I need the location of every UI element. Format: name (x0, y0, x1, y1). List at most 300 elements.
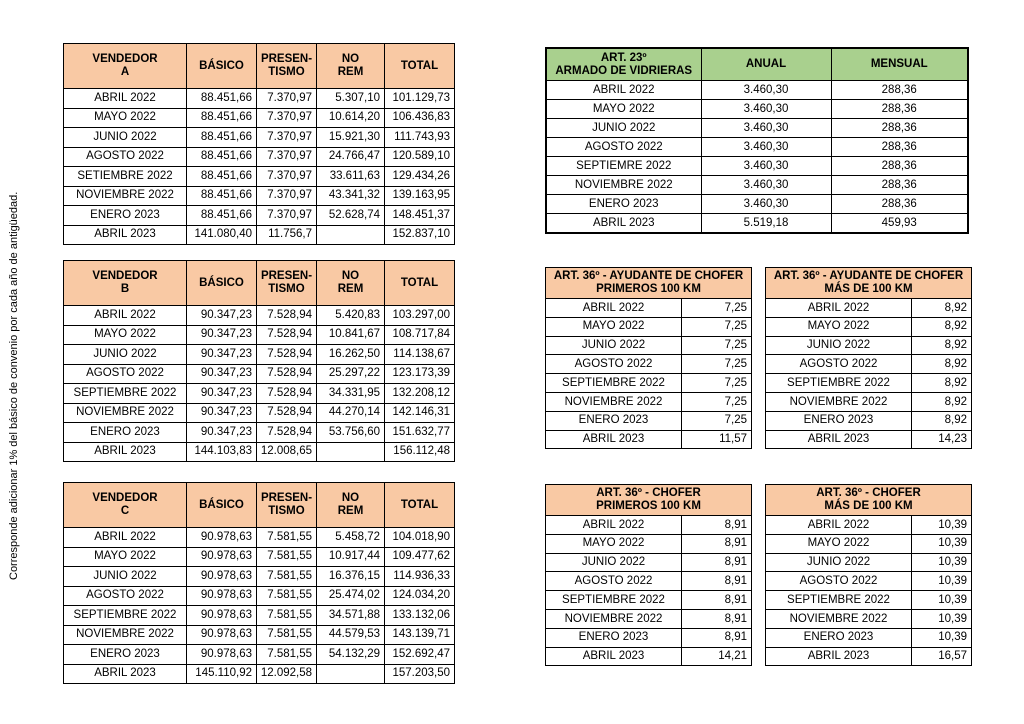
table-row (546, 572, 752, 591)
table-row (546, 119, 968, 138)
presentismo-cell: 7.370,97 (257, 128, 317, 148)
table-row (766, 392, 972, 411)
presentismo-cell: 7.581,55 (257, 645, 317, 665)
month-cell: ABRIL 2022 (766, 299, 912, 318)
table-row (546, 591, 752, 610)
month-cell: SETIEMBRE 2022 (64, 167, 187, 187)
total-cell: 157.203,50 (385, 664, 455, 684)
mensual-cell: 288,36 (831, 157, 968, 176)
table-row (766, 553, 972, 572)
value-cell: 8,92 (912, 392, 972, 411)
table-row (766, 430, 972, 449)
presentismo-cell: 7.528,94 (257, 306, 317, 326)
month-cell: ABRIL 2023 (546, 214, 701, 234)
total-cell: 152.692,47 (385, 645, 455, 665)
no-rem-cell: 44.270,14 (317, 403, 385, 423)
basico-cell: 90.978,63 (187, 625, 257, 645)
presentismo-header: PRESEN- TISMO (257, 483, 317, 528)
month-cell: NOVIEMBRE 2022 (64, 403, 187, 423)
table-row (766, 647, 972, 666)
table-row (546, 138, 968, 157)
presentismo-header: PRESEN- TISMO (257, 44, 317, 89)
value-cell: 7,25 (682, 374, 752, 393)
small-header-row (766, 485, 972, 516)
no-rem-cell: 5.307,10 (317, 89, 385, 109)
table-row (64, 206, 455, 226)
month-cell: NOVIEMBRE 2022 (766, 609, 912, 628)
no-rem-header: NO REM (317, 483, 385, 528)
table-row (546, 336, 752, 355)
table-row (766, 572, 972, 591)
mensual-cell: 288,36 (831, 176, 968, 195)
total-cell: 152.837,10 (385, 225, 455, 245)
presentismo-cell: 7.370,97 (257, 108, 317, 128)
value-cell: 8,92 (912, 299, 972, 318)
month-cell: ABRIL 2022 (546, 299, 682, 318)
no-rem-cell: 34.571,88 (317, 606, 385, 626)
no-rem-cell: 44.579,53 (317, 625, 385, 645)
presentismo-cell: 7.370,97 (257, 147, 317, 167)
table-row (64, 325, 455, 345)
art23-title-header: ART. 23º ARMADO DE VIDRIERAS (546, 48, 701, 81)
value-cell: 14,21 (682, 647, 752, 666)
value-cell: 8,91 (682, 628, 752, 647)
month-cell: JUNIO 2022 (546, 119, 701, 138)
month-cell: SEPTIEMRE 2022 (546, 157, 701, 176)
table-row (546, 609, 752, 628)
value-cell: 7,25 (682, 299, 752, 318)
month-cell: MAYO 2022 (64, 547, 187, 567)
total-cell: 104.018,90 (385, 528, 455, 548)
value-cell: 7,25 (682, 317, 752, 336)
value-cell: 10,39 (912, 534, 972, 553)
total-cell: 114.138,67 (385, 345, 455, 365)
presentismo-cell: 7.528,94 (257, 345, 317, 365)
anual-cell: 3.460,30 (701, 100, 831, 119)
basico-cell: 90.978,63 (187, 528, 257, 548)
no-rem-cell: 25.297,22 (317, 364, 385, 384)
basico-header: BÁSICO (187, 261, 257, 306)
basico-cell: 88.451,66 (187, 108, 257, 128)
month-cell: MAYO 2022 (64, 325, 187, 345)
mensual-cell: 288,36 (831, 195, 968, 214)
value-cell: 8,91 (682, 553, 752, 572)
month-cell: ABRIL 2023 (766, 430, 912, 449)
table-row (64, 586, 455, 606)
mensual-cell: 288,36 (831, 119, 968, 138)
vendor-header-row (64, 483, 455, 528)
month-cell: ABRIL 2023 (64, 225, 187, 245)
table-row (766, 534, 972, 553)
small-header-row (546, 485, 752, 516)
table-row (64, 364, 455, 384)
table-row (546, 355, 752, 374)
table-row (766, 317, 972, 336)
no-rem-cell: 34.331,95 (317, 384, 385, 404)
basico-cell: 90.978,63 (187, 645, 257, 665)
anual-cell: 3.460,30 (701, 138, 831, 157)
no-rem-cell: 54.132,29 (317, 645, 385, 665)
month-cell: ENERO 2023 (64, 206, 187, 226)
total-cell: 101.129,73 (385, 89, 455, 109)
table-row (546, 374, 752, 393)
table-row (546, 553, 752, 572)
month-cell: JUNIO 2022 (546, 553, 682, 572)
table-row (64, 528, 455, 548)
month-cell: AGOSTO 2022 (766, 572, 912, 591)
value-cell: 16,57 (912, 647, 972, 666)
month-cell: AGOSTO 2022 (64, 364, 187, 384)
month-cell: ABRIL 2023 (64, 664, 187, 684)
table-row (546, 534, 752, 553)
month-cell: AGOSTO 2022 (64, 147, 187, 167)
month-cell: JUNIO 2022 (766, 553, 912, 572)
value-cell: 8,92 (912, 317, 972, 336)
table-row (64, 306, 455, 326)
presentismo-cell: 12.092,58 (257, 664, 317, 684)
no-rem-cell: 15.921,30 (317, 128, 385, 148)
vendedor-b-table (63, 260, 455, 462)
presentismo-cell: 7.528,94 (257, 403, 317, 423)
mensual-cell: 288,36 (831, 100, 968, 119)
month-cell: AGOSTO 2022 (546, 355, 682, 374)
no-rem-cell: 24.766,47 (317, 147, 385, 167)
total-cell: 109.477,62 (385, 547, 455, 567)
table-row (766, 336, 972, 355)
anual-cell: 3.460,30 (701, 81, 831, 100)
no-rem-cell: 10.917,44 (317, 547, 385, 567)
table-row (766, 516, 972, 535)
table-row (64, 128, 455, 148)
basico-cell: 88.451,66 (187, 167, 257, 187)
presentismo-cell: 7.370,97 (257, 167, 317, 187)
small-title-header: ART. 36º - CHOFER MÁS DE 100 KM (766, 485, 972, 516)
table-row (64, 403, 455, 423)
month-cell: SEPTIEMBRE 2022 (64, 606, 187, 626)
basico-cell: 90.347,23 (187, 364, 257, 384)
table-row (64, 384, 455, 404)
mensual-cell: 459,93 (831, 214, 968, 234)
value-cell: 8,92 (912, 411, 972, 430)
table-row (546, 100, 968, 119)
month-cell: JUNIO 2022 (64, 345, 187, 365)
small-title-header: ART. 36º - CHOFER PRIMEROS 100 KM (546, 485, 752, 516)
no-rem-cell: 5.458,72 (317, 528, 385, 548)
total-cell: 133.132,06 (385, 606, 455, 626)
total-cell: 108.717,84 (385, 325, 455, 345)
month-cell: ABRIL 2022 (64, 306, 187, 326)
ayudante-primeros-100km-table (545, 267, 752, 449)
no-rem-cell: 43.341,32 (317, 186, 385, 206)
table-row (546, 411, 752, 430)
no-rem-cell: 52.628,74 (317, 206, 385, 226)
anual-cell: 3.460,30 (701, 195, 831, 214)
presentismo-cell: 7.581,55 (257, 625, 317, 645)
month-cell: SEPTIEMBRE 2022 (546, 591, 682, 610)
table-row (64, 567, 455, 587)
chofer-mas-100km-table (765, 484, 972, 666)
value-cell: 8,91 (682, 572, 752, 591)
basico-cell: 144.103,83 (187, 442, 257, 462)
presentismo-cell: 7.528,94 (257, 384, 317, 404)
vendor-title-header: VENDEDOR C (64, 483, 187, 528)
vendor-title-header: VENDEDOR B (64, 261, 187, 306)
total-cell: 139.163,95 (385, 186, 455, 206)
table-row (64, 108, 455, 128)
table-row (64, 442, 455, 462)
total-header: TOTAL (385, 44, 455, 89)
month-cell: ABRIL 2022 (546, 81, 701, 100)
total-header: TOTAL (385, 483, 455, 528)
vendor-header-row (64, 261, 455, 306)
month-cell: MAYO 2022 (766, 317, 912, 336)
presentismo-cell: 7.370,97 (257, 89, 317, 109)
vendedor-a-table (63, 43, 455, 245)
month-cell: ENERO 2023 (546, 195, 701, 214)
no-rem-header: NO REM (317, 261, 385, 306)
month-cell: ENERO 2023 (546, 411, 682, 430)
month-cell: MAYO 2022 (64, 108, 187, 128)
table-row (546, 647, 752, 666)
presentismo-cell: 7.528,94 (257, 364, 317, 384)
total-cell: 129.434,26 (385, 167, 455, 187)
value-cell: 8,91 (682, 591, 752, 610)
total-cell: 103.297,00 (385, 306, 455, 326)
presentismo-cell: 7.581,55 (257, 528, 317, 548)
total-cell: 124.034,20 (385, 586, 455, 606)
month-cell: ABRIL 2022 (64, 89, 187, 109)
month-cell: MAYO 2022 (546, 100, 701, 119)
month-cell: JUNIO 2022 (64, 128, 187, 148)
value-cell: 10,39 (912, 591, 972, 610)
table-row (64, 423, 455, 443)
basico-cell: 88.451,66 (187, 128, 257, 148)
basico-cell: 90.347,23 (187, 345, 257, 365)
table-row (64, 167, 455, 187)
presentismo-header: PRESEN- TISMO (257, 261, 317, 306)
basico-header: BÁSICO (187, 483, 257, 528)
total-cell: 111.743,93 (385, 128, 455, 148)
month-cell: AGOSTO 2022 (546, 138, 701, 157)
small-header-row (766, 268, 972, 299)
month-cell: JUNIO 2022 (64, 567, 187, 587)
no-rem-cell: 16.262,50 (317, 345, 385, 365)
month-cell: SEPTIEMBRE 2022 (766, 374, 912, 393)
total-cell: 132.208,12 (385, 384, 455, 404)
antiguedad-note: Corresponde adicionar 1% del básico de convenio por cada año de antigüedad. (8, 191, 20, 580)
anual-cell: 3.460,30 (701, 119, 831, 138)
basico-cell: 90.978,63 (187, 586, 257, 606)
basico-cell: 90.347,23 (187, 403, 257, 423)
month-cell: MAYO 2022 (546, 317, 682, 336)
presentismo-cell: 7.370,97 (257, 206, 317, 226)
month-cell: ABRIL 2023 (546, 647, 682, 666)
table-row (766, 374, 972, 393)
month-cell: ABRIL 2022 (546, 516, 682, 535)
month-cell: SEPTIEMBRE 2022 (546, 374, 682, 393)
month-cell: ABRIL 2023 (64, 442, 187, 462)
value-cell: 8,91 (682, 516, 752, 535)
month-cell: NOVIEMBRE 2022 (546, 392, 682, 411)
anual-cell: 3.460,30 (701, 176, 831, 195)
value-cell: 10,39 (912, 628, 972, 647)
art23-header-row (546, 48, 968, 81)
value-cell: 10,39 (912, 572, 972, 591)
total-cell: 123.173,39 (385, 364, 455, 384)
basico-cell: 90.347,23 (187, 306, 257, 326)
art23-anual-header: ANUAL (701, 48, 831, 81)
month-cell: AGOSTO 2022 (64, 586, 187, 606)
month-cell: MAYO 2022 (766, 534, 912, 553)
month-cell: ENERO 2023 (64, 645, 187, 665)
vendedor-c-table (63, 482, 455, 684)
vendor-header-row (64, 44, 455, 89)
value-cell: 10,39 (912, 516, 972, 535)
table-row (64, 547, 455, 567)
table-row (64, 625, 455, 645)
table-row (64, 186, 455, 206)
anual-cell: 3.460,30 (701, 157, 831, 176)
small-title-header: ART. 36º - AYUDANTE DE CHOFER PRIMEROS 100 KM (546, 268, 752, 299)
no-rem-cell: 16.376,15 (317, 567, 385, 587)
total-header: TOTAL (385, 261, 455, 306)
total-cell: 148.451,37 (385, 206, 455, 226)
month-cell: ABRIL 2023 (546, 430, 682, 449)
art23-mensual-header: MENSUAL (831, 48, 968, 81)
presentismo-cell: 7.528,94 (257, 423, 317, 443)
value-cell: 11,57 (682, 430, 752, 449)
ayudante-mas-100km-table (765, 267, 972, 449)
table-row (766, 299, 972, 318)
basico-cell: 88.451,66 (187, 186, 257, 206)
value-cell: 8,91 (682, 534, 752, 553)
no-rem-cell: 25.474,02 (317, 586, 385, 606)
month-cell: ENERO 2023 (766, 411, 912, 430)
mensual-cell: 288,36 (831, 81, 968, 100)
table-row (546, 157, 968, 176)
table-row (546, 430, 752, 449)
presentismo-cell: 7.370,97 (257, 186, 317, 206)
table-row (546, 392, 752, 411)
month-cell: NOVIEMBRE 2022 (546, 176, 701, 195)
value-cell: 8,92 (912, 374, 972, 393)
month-cell: NOVIEMBRE 2022 (546, 609, 682, 628)
table-row (64, 147, 455, 167)
value-cell: 10,39 (912, 553, 972, 572)
no-rem-cell: 53.756,60 (317, 423, 385, 443)
chofer-primeros-100km-table (545, 484, 752, 666)
vendor-title-header: VENDEDOR A (64, 44, 187, 89)
month-cell: JUNIO 2022 (546, 336, 682, 355)
month-cell: JUNIO 2022 (766, 336, 912, 355)
table-row (64, 645, 455, 665)
basico-cell: 90.347,23 (187, 325, 257, 345)
anual-cell: 5.519,18 (701, 214, 831, 234)
no-rem-cell: 33.611,63 (317, 167, 385, 187)
presentismo-cell: 7.528,94 (257, 325, 317, 345)
basico-cell: 88.451,66 (187, 206, 257, 226)
table-row (64, 225, 455, 245)
table-row (64, 89, 455, 109)
month-cell: ABRIL 2022 (766, 516, 912, 535)
no-rem-cell (317, 225, 385, 245)
value-cell: 7,25 (682, 355, 752, 374)
month-cell: NOVIEMBRE 2022 (64, 186, 187, 206)
month-cell: AGOSTO 2022 (766, 355, 912, 374)
presentismo-cell: 7.581,55 (257, 547, 317, 567)
basico-cell: 90.347,23 (187, 384, 257, 404)
presentismo-cell: 7.581,55 (257, 567, 317, 587)
basico-cell: 141.080,40 (187, 225, 257, 245)
no-rem-cell: 10.841,67 (317, 325, 385, 345)
mensual-cell: 288,36 (831, 138, 968, 157)
table-row (546, 214, 968, 234)
no-rem-cell: 10.614,20 (317, 108, 385, 128)
table-row (546, 317, 752, 336)
month-cell: ABRIL 2023 (766, 647, 912, 666)
presentismo-cell: 11.756,7 (257, 225, 317, 245)
table-row (64, 664, 455, 684)
month-cell: SEPTIEMBRE 2022 (766, 591, 912, 610)
total-cell: 143.139,71 (385, 625, 455, 645)
small-title-header: ART. 36º - AYUDANTE DE CHOFER MÁS DE 100 KM (766, 268, 972, 299)
value-cell: 7,25 (682, 336, 752, 355)
basico-cell: 90.978,63 (187, 567, 257, 587)
total-cell: 106.436,83 (385, 108, 455, 128)
table-row (64, 345, 455, 365)
table-row (546, 516, 752, 535)
value-cell: 10,39 (912, 609, 972, 628)
art23-vidrieras-table (545, 47, 969, 234)
presentismo-cell: 7.581,55 (257, 586, 317, 606)
value-cell: 8,92 (912, 336, 972, 355)
table-row (546, 81, 968, 100)
value-cell: 8,91 (682, 609, 752, 628)
month-cell: SEPTIEMBRE 2022 (64, 384, 187, 404)
no-rem-header: NO REM (317, 44, 385, 89)
month-cell: ENERO 2023 (546, 628, 682, 647)
basico-cell: 90.978,63 (187, 547, 257, 567)
table-row (546, 299, 752, 318)
table-row (766, 591, 972, 610)
basico-header: BÁSICO (187, 44, 257, 89)
basico-cell: 88.451,66 (187, 89, 257, 109)
total-cell: 156.112,48 (385, 442, 455, 462)
total-cell: 120.589,10 (385, 147, 455, 167)
month-cell: ENERO 2023 (64, 423, 187, 443)
month-cell: NOVIEMBRE 2022 (766, 392, 912, 411)
no-rem-cell (317, 442, 385, 462)
table-row (766, 628, 972, 647)
table-row (546, 195, 968, 214)
value-cell: 8,92 (912, 355, 972, 374)
month-cell: ENERO 2023 (766, 628, 912, 647)
month-cell: NOVIEMBRE 2022 (64, 625, 187, 645)
no-rem-cell: 5.420,83 (317, 306, 385, 326)
total-cell: 142.146,31 (385, 403, 455, 423)
table-row (546, 176, 968, 195)
no-rem-cell (317, 664, 385, 684)
table-row (546, 628, 752, 647)
table-row (766, 411, 972, 430)
value-cell: 7,25 (682, 392, 752, 411)
table-row (766, 355, 972, 374)
table-row (64, 606, 455, 626)
basico-cell: 88.451,66 (187, 147, 257, 167)
table-row (766, 609, 972, 628)
presentismo-cell: 12.008,65 (257, 442, 317, 462)
basico-cell: 145.110,92 (187, 664, 257, 684)
